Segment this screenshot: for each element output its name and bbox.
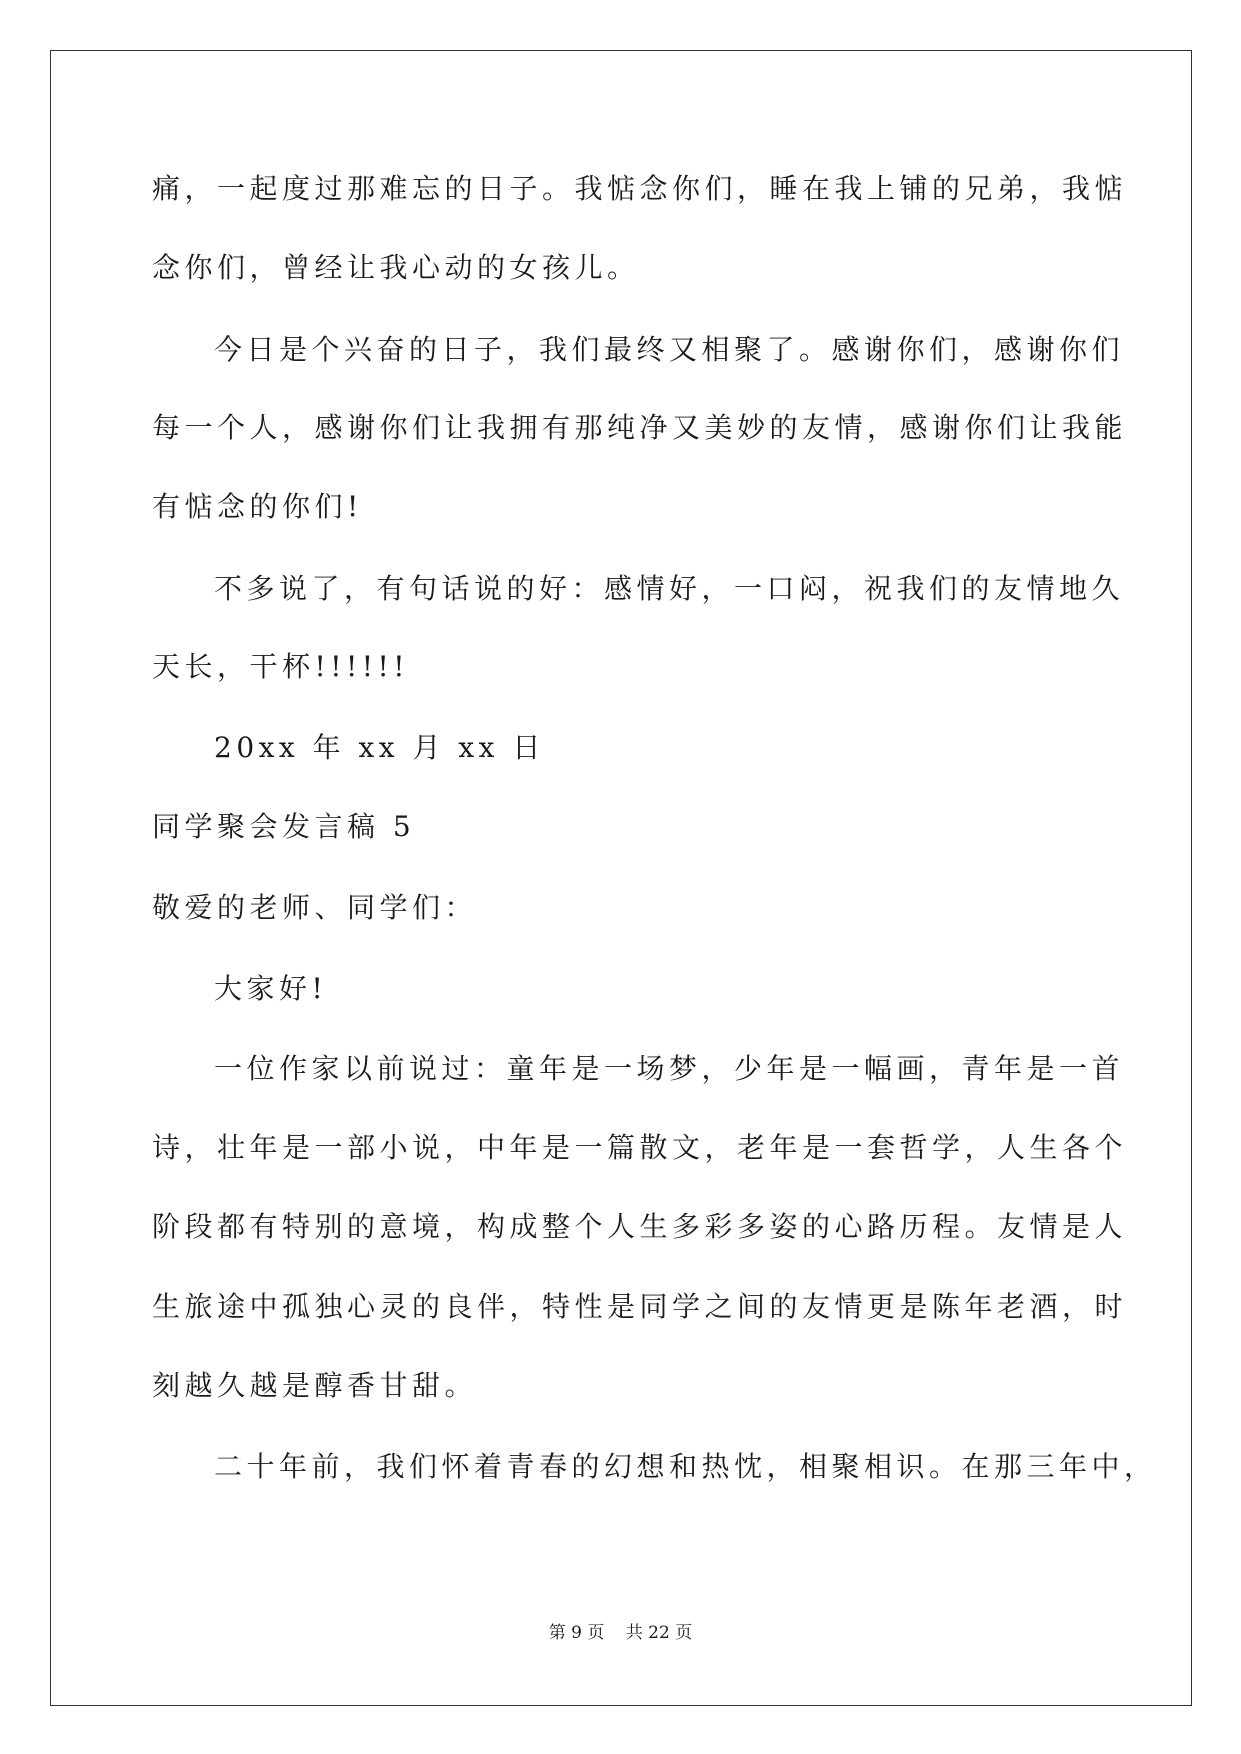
- date-line: 20xx 年 xx 月 xx 日: [214, 731, 545, 764]
- text-line: 每一个人，感谢你们让我拥有那纯净又美妙的友情，感谢你们让我能: [152, 411, 1128, 444]
- text-line: 天长，干杯!!!!!!: [152, 650, 410, 683]
- page-footer: [0, 1618, 1241, 1643]
- text-line: 阶段都有特别的意境，构成整个人生多彩多姿的心路历程。友情是人: [152, 1210, 1128, 1243]
- text-line: 刻越久越是醇香甘甜。: [152, 1369, 478, 1402]
- text-line: 痛，一起度过那难忘的日子。我惦念你们，睡在我上铺的兄弟，我惦: [152, 172, 1128, 205]
- text-line: 不多说了，有句话说的好：感情好，一口闷，祝我们的友情地久: [214, 572, 1125, 605]
- text-line: 有惦念的你们!: [152, 490, 363, 523]
- page-total: 共 22 页: [625, 1623, 693, 1643]
- text-line: 诗，壮年是一部小说，中年是一篇散文，老年是一套哲学，人生各个: [152, 1131, 1128, 1164]
- text-line: 二十年前，我们怀着青春的幻想和热忱，相聚相识。在那三年中，: [214, 1450, 1157, 1483]
- salutation: 敬爱的老师、同学们：: [152, 891, 478, 924]
- text-line: 今日是个兴奋的日子，我们最终又相聚了。感谢你们，感谢你们: [214, 333, 1125, 366]
- text-line: 一位作家以前说过：童年是一场梦，少年是一幅画，青年是一首: [214, 1052, 1125, 1085]
- text-line: 生旅途中孤独心灵的良伴，特性是同学之间的友情更是陈年老酒，时: [152, 1290, 1128, 1323]
- page-number: 第 9 页: [548, 1623, 605, 1643]
- greeting: 大家好!: [214, 972, 328, 1005]
- section-title: 同学聚会发言稿 5: [152, 810, 416, 843]
- text-line: 念你们，曾经让我心动的女孩儿。: [152, 251, 640, 284]
